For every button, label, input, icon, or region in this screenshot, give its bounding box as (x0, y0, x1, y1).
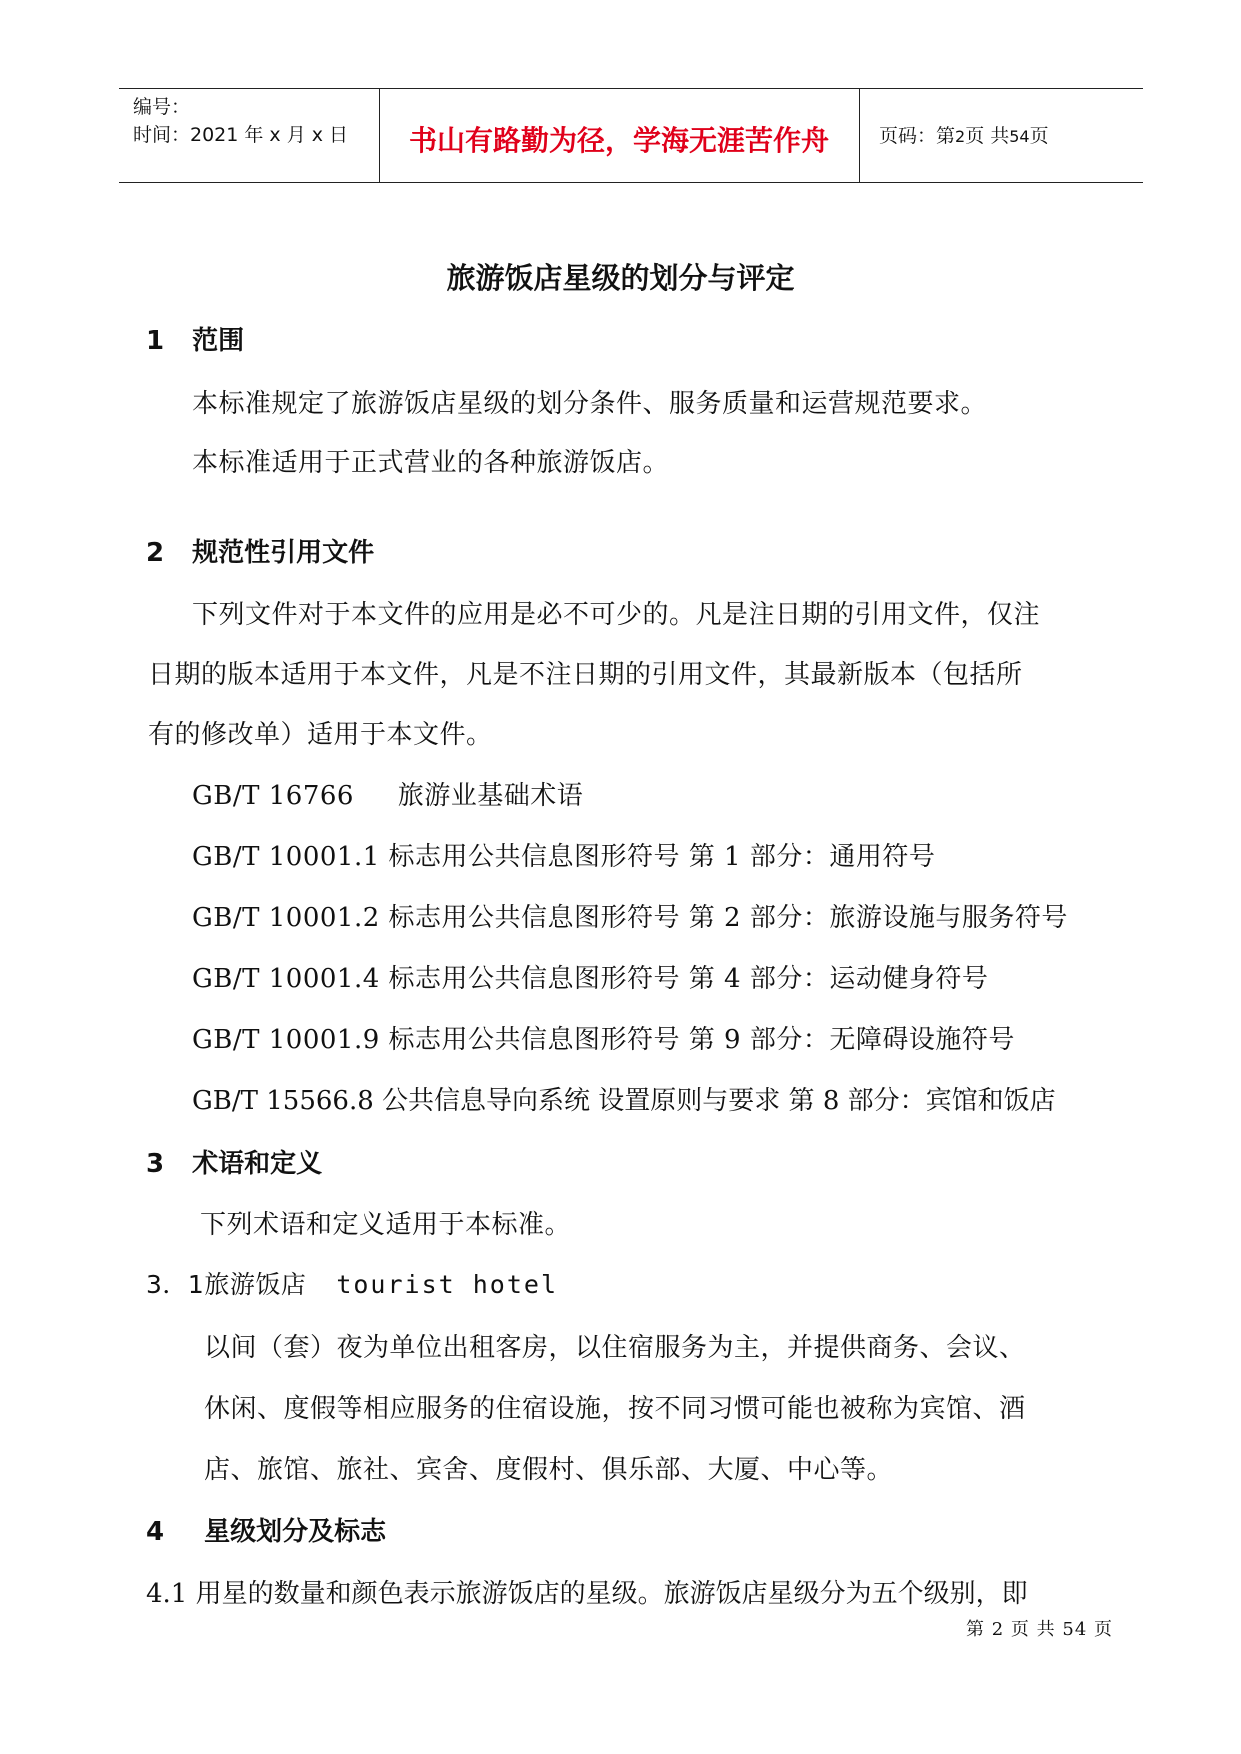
reference-item: GB/T 10001.1 标志用公共信息图形符号 第 1 部分：通用符号 (192, 842, 936, 872)
paragraph-line: 日期的版本适用于本文件，凡是不注日期的引用文件，其最新版本（包括所 (148, 660, 1023, 690)
page-suffix: 页 (1029, 125, 1049, 147)
paragraph: 本标准适用于正式营业的各种旅游饭店。 (192, 448, 670, 478)
section-number: 4 (146, 1517, 165, 1547)
reference-item: GB/T 10001.9 标志用公共信息图形符号 第 9 部分：无障碍设施符号 (192, 1025, 1015, 1055)
paragraph-line: 有的修改单）适用于本文件。 (148, 720, 493, 750)
definition-line: 休闲、度假等相应服务的住宿设施，按不同习惯可能也被称为宾馆、酒 (204, 1394, 1026, 1424)
paragraph: 4.1 用星的数量和颜色表示旅游饭店的星级。旅游饭店星级分为五个级别，即 (146, 1579, 1028, 1609)
section-3-heading (146, 1143, 322, 1180)
header-motto: 书山有路勤为径，学海无涯苦作舟 (408, 124, 829, 157)
term-english: tourist hotel (336, 1270, 558, 1299)
reference-item: GB/T 16766 旅游业基础术语 (192, 781, 584, 811)
section-4-heading (146, 1511, 386, 1548)
header-meta (133, 93, 348, 149)
section-1-heading (146, 320, 244, 357)
document-title: 旅游饭店星级的划分与评定 (446, 261, 795, 295)
page-footer: 第 2 页 共 54 页 (966, 1619, 1113, 1640)
definition-line: 以间（套）夜为单位出租客房，以住宿服务为主，并提供商务、会议、 (204, 1333, 1026, 1363)
paragraph-line: 下列文件对于本文件的应用是必不可少的。凡是注日期的引用文件，仅注 (192, 600, 1041, 630)
doc-time: 时间：2021 年 x 月 x 日 (133, 124, 349, 146)
section-number: 1 (146, 326, 165, 356)
definition-line: 店、旅馆、旅社、宾舍、度假村、俱乐部、大厦、中心等。 (204, 1455, 894, 1485)
paragraph: 本标准规定了旅游饭店星级的划分条件、服务质量和运营规范要求。 (192, 389, 988, 419)
section-title: 范围 (192, 326, 245, 356)
paragraph: 下列术语和定义适用于本标准。 (200, 1210, 572, 1240)
page-total: 54 (1009, 127, 1030, 146)
section-number: 3 (146, 1149, 165, 1179)
doc-number-label: 编号： (133, 96, 191, 118)
section-title: 规范性引用文件 (192, 538, 375, 568)
reference-item: GB/T 10001.4 标志用公共信息图形符号 第 4 部分：运动健身符号 (192, 964, 989, 994)
header-divider (859, 89, 860, 182)
reference-item: GB/T 15566.8 公共信息导向系统 设置原则与要求 第 8 部分：宾馆和饭店 (192, 1086, 1056, 1116)
term-title: 旅游饭店 (204, 1270, 307, 1299)
term-heading (146, 1265, 558, 1301)
page-prefix: 页码：第 (879, 125, 956, 147)
page-mid: 页 共 (965, 125, 1010, 147)
page-header (119, 88, 1143, 183)
term-number: 3．1 (146, 1270, 205, 1299)
section-number: 2 (146, 538, 165, 568)
section-2-heading (146, 532, 374, 569)
page-current: 2 (955, 127, 966, 146)
section-title: 星级划分及标志 (204, 1517, 387, 1547)
section-title: 术语和定义 (192, 1149, 323, 1179)
reference-item: GB/T 10001.2 标志用公共信息图形符号 第 2 部分：旅游设施与服务符号 (192, 903, 1068, 933)
header-page-info (879, 121, 1049, 148)
